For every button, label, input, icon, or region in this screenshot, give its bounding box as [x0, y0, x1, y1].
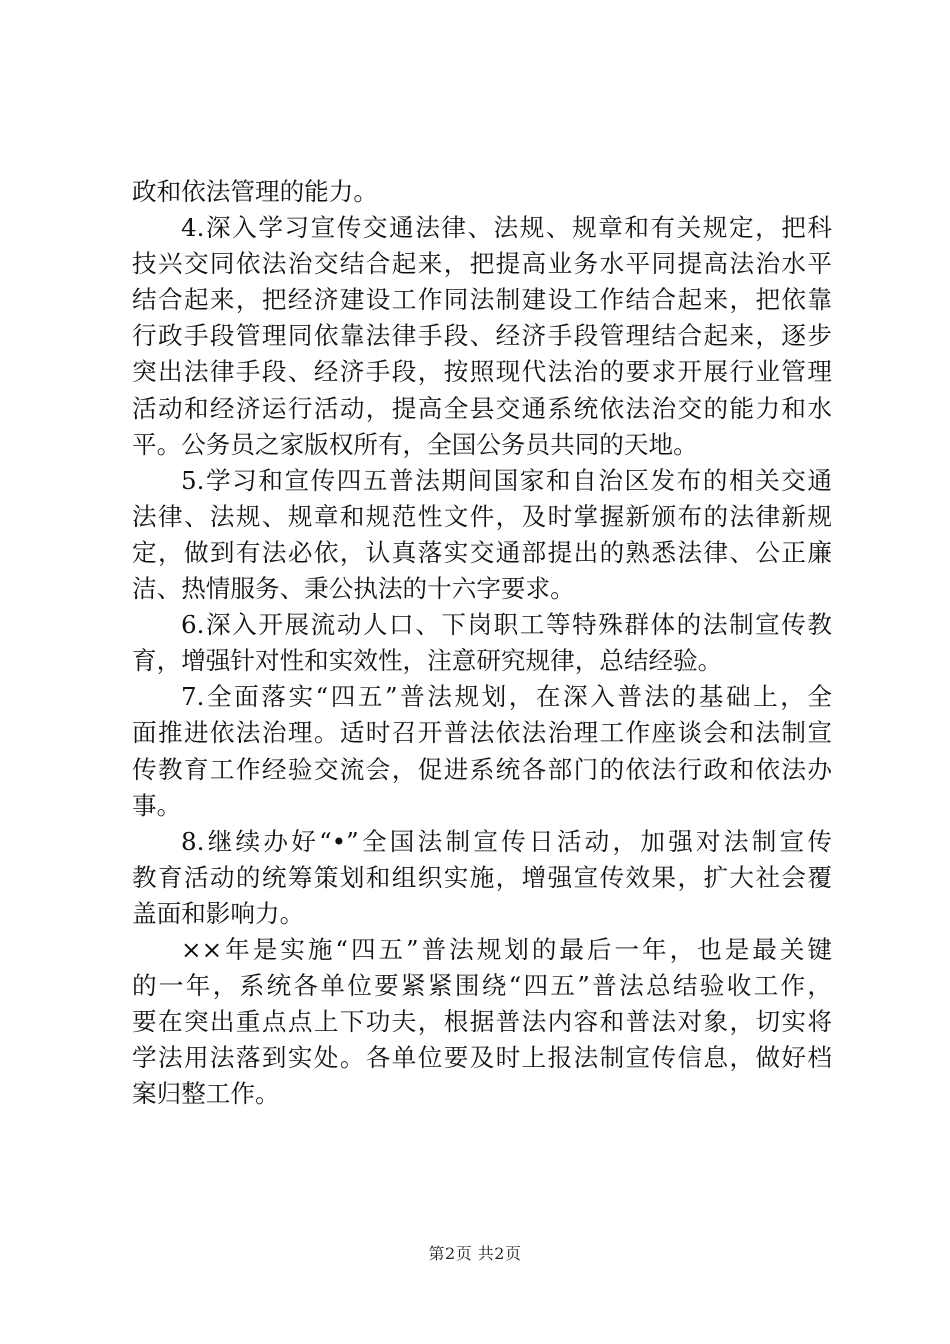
- text-line: ××年是实施“四五”普法规划的最后一年，也是最关键: [181, 934, 832, 964]
- document-body: [132, 174, 832, 1112]
- text-line: 洁、热情服务、秉公执法的十六字要求。: [132, 574, 575, 604]
- text-line: 学法用法落到实处。各单位要及时上报法制宣传信息，做好档: [132, 1043, 832, 1073]
- text-line: 教育活动的统筹策划和组织实施，增强宣传效果，扩大社会覆: [132, 862, 832, 892]
- text-line: 定，做到有法必依，认真落实交通部提出的熟悉法律、公正廉: [132, 537, 832, 567]
- text-line: 法律、法规、规章和规范性文件，及时掌握新颁布的法律新规: [132, 501, 832, 531]
- text-line: 4.深入学习宣传交通法律、法规、规章和有关规定，把科: [181, 213, 832, 243]
- text-line: 技兴交同依法治交结合起来，把提高业务水平同提高法治水平: [132, 249, 832, 279]
- text-line: 活动和经济运行活动，提高全县交通系统依法治交的能力和水: [132, 393, 832, 423]
- text-line: 行政手段管理同依靠法律手段、经济手段管理结合起来，逐步: [132, 321, 832, 351]
- text-line: 5.学习和宣传四五普法期间国家和自治区发布的相关交通: [181, 465, 832, 495]
- text-line: 的一年，系统各单位要紧紧围绕“四五”普法总结验收工作，: [132, 971, 832, 1001]
- text-line: 8.继续办好“•”全国法制宣传日活动，加强对法制宣传: [181, 826, 832, 856]
- text-line: 面推进依法治理。适时召开普法依法治理工作座谈会和法制宣: [132, 718, 832, 748]
- text-line: 6.深入开展流动人口、下岗职工等特殊群体的法制宣传教: [181, 610, 832, 640]
- text-line: 7.全面落实“四五”普法规划，在深入普法的基础上，全: [181, 682, 832, 712]
- page-footer: 第2页 共2页: [428, 1244, 522, 1263]
- text-line: 政和依法管理的能力。: [132, 177, 378, 206]
- text-line: 突出法律手段、经济手段，按照现代法治的要求开展行业管理: [132, 357, 832, 387]
- text-line: 盖面和影响力。: [132, 898, 305, 928]
- text-line: 育，增强针对性和实效性，注意研究规律，总结经验。: [132, 646, 723, 676]
- text-line: 结合起来，把经济建设工作同法制建设工作结合起来，把依靠: [132, 285, 832, 315]
- text-line: 案归整工作。: [132, 1079, 280, 1109]
- text-line: 传教育工作经验交流会，促进系统各部门的依法行政和依法办: [132, 754, 832, 784]
- text-line: 事。: [132, 790, 182, 820]
- text-line: 要在突出重点点上下功夫，根据普法内容和普法对象，切实将: [132, 1007, 832, 1037]
- text-line: 平。公务员之家版权所有，全国公务员共同的天地。: [132, 429, 698, 459]
